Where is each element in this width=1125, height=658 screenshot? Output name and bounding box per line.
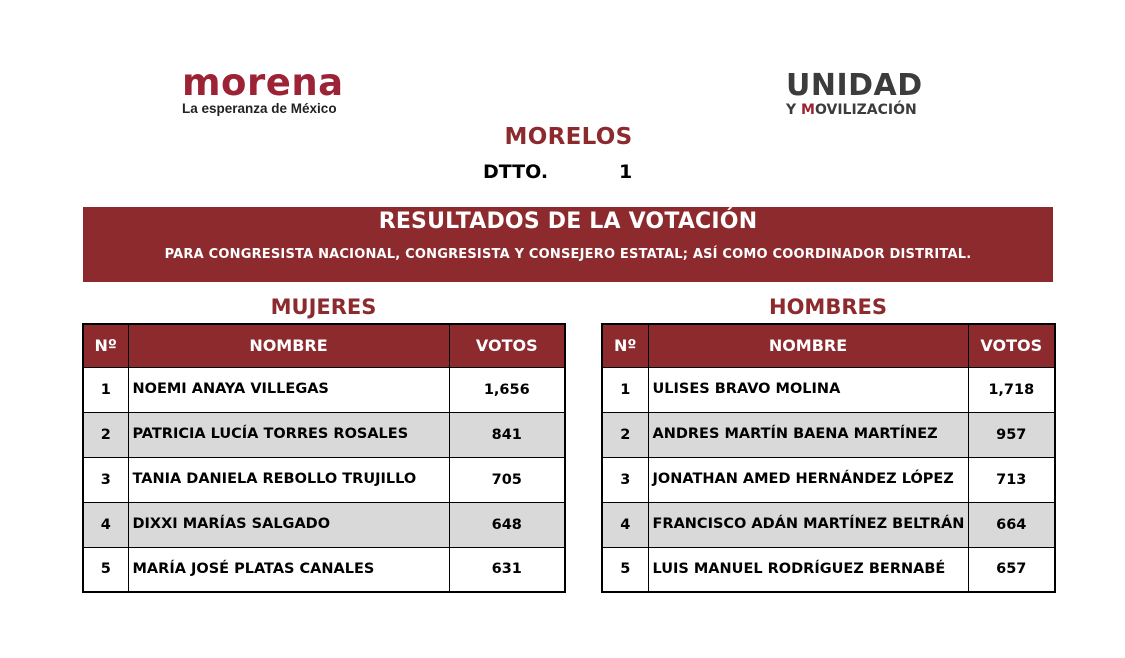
table-row: [602, 412, 1055, 457]
column-header-votes: VOTOS: [968, 324, 1055, 367]
column-header-name: NOMBRE: [648, 324, 968, 367]
row-number: 5: [602, 547, 648, 592]
unidad-sub-rest: OVILIZACIÓN: [814, 102, 917, 118]
row-number: 1: [602, 367, 648, 412]
vote-count: 713: [968, 457, 1055, 502]
vote-count: 664: [968, 502, 1055, 547]
vote-count: 957: [968, 412, 1055, 457]
vote-count: 841: [449, 412, 565, 457]
unidad-logo: [786, 70, 976, 118]
table-row: [602, 457, 1055, 502]
table-row: [83, 367, 565, 412]
column-header-name: NOMBRE: [128, 324, 449, 367]
table-row: [83, 547, 565, 592]
candidate-name: ANDRES MARTÍN BAENA MARTÍNEZ: [648, 412, 968, 457]
vote-count: 648: [449, 502, 565, 547]
morena-tagline: La esperanza de México: [182, 101, 337, 116]
row-number: 4: [83, 502, 128, 547]
candidate-name: DIXXI MARÍAS SALGADO: [128, 502, 449, 547]
unidad-sub-accent: M: [801, 102, 815, 118]
row-number: 1: [83, 367, 128, 412]
table-row: [83, 457, 565, 502]
table-header-row: [83, 324, 565, 367]
candidate-name: FRANCISCO ADÁN MARTÍNEZ BELTRÁN: [648, 502, 968, 547]
banner-subtitle: PARA CONGRESISTA NACIONAL, CONGRESISTA Y CONSEJERO ESTATAL; ASÍ COMO COORDINADOR DISTRITAL.: [164, 247, 972, 262]
vote-count: 1,656: [449, 367, 565, 412]
row-number: 4: [602, 502, 648, 547]
row-number: 2: [602, 412, 648, 457]
column-header-number: Nº: [83, 324, 128, 367]
table-row: [83, 502, 565, 547]
column-header-number: Nº: [602, 324, 648, 367]
district-label: DTTO.: [483, 161, 549, 183]
candidate-name: MARÍA JOSÉ PLATAS CANALES: [128, 547, 449, 592]
vote-count: 1,718: [968, 367, 1055, 412]
table-row: [602, 547, 1055, 592]
candidate-name: JONATHAN AMED HERNÁNDEZ LÓPEZ: [648, 457, 968, 502]
column-header-votes: VOTOS: [449, 324, 565, 367]
candidate-name: ULISES BRAVO MOLINA: [648, 367, 968, 412]
vote-count: 705: [449, 457, 565, 502]
unidad-wordmark: UNIDAD: [786, 68, 923, 103]
women-results-table: [82, 323, 566, 593]
row-number: 3: [83, 457, 128, 502]
row-number: 3: [602, 457, 648, 502]
vote-count: 631: [449, 547, 565, 592]
row-number: 5: [83, 547, 128, 592]
morena-logo: [182, 61, 382, 116]
candidate-name: PATRICIA LUCÍA TORRES ROSALES: [128, 412, 449, 457]
morena-wordmark: morena: [182, 61, 344, 104]
table-header-row: [602, 324, 1055, 367]
table-row: [602, 367, 1055, 412]
table-row: [83, 412, 565, 457]
candidate-name: TANIA DANIELA REBOLLO TRUJILLO: [128, 457, 449, 502]
men-section-title: HOMBRES: [769, 295, 887, 319]
banner-title: RESULTADOS DE LA VOTACIÓN: [378, 209, 758, 234]
vote-count: 657: [968, 547, 1055, 592]
district-number: 1: [619, 161, 633, 183]
unidad-subtitle: [786, 102, 976, 118]
candidate-name: NOEMI ANAYA VILLEGAS: [128, 367, 449, 412]
candidate-name: LUIS MANUEL RODRÍGUEZ BERNABÉ: [648, 547, 968, 592]
men-results-table: [601, 323, 1056, 593]
state-title: MORELOS: [504, 124, 633, 150]
results-banner: [83, 207, 1053, 282]
unidad-sub-prefix: Y: [786, 102, 802, 118]
row-number: 2: [83, 412, 128, 457]
district-line: [483, 161, 633, 183]
table-row: [602, 502, 1055, 547]
women-section-title: MUJERES: [270, 295, 377, 319]
